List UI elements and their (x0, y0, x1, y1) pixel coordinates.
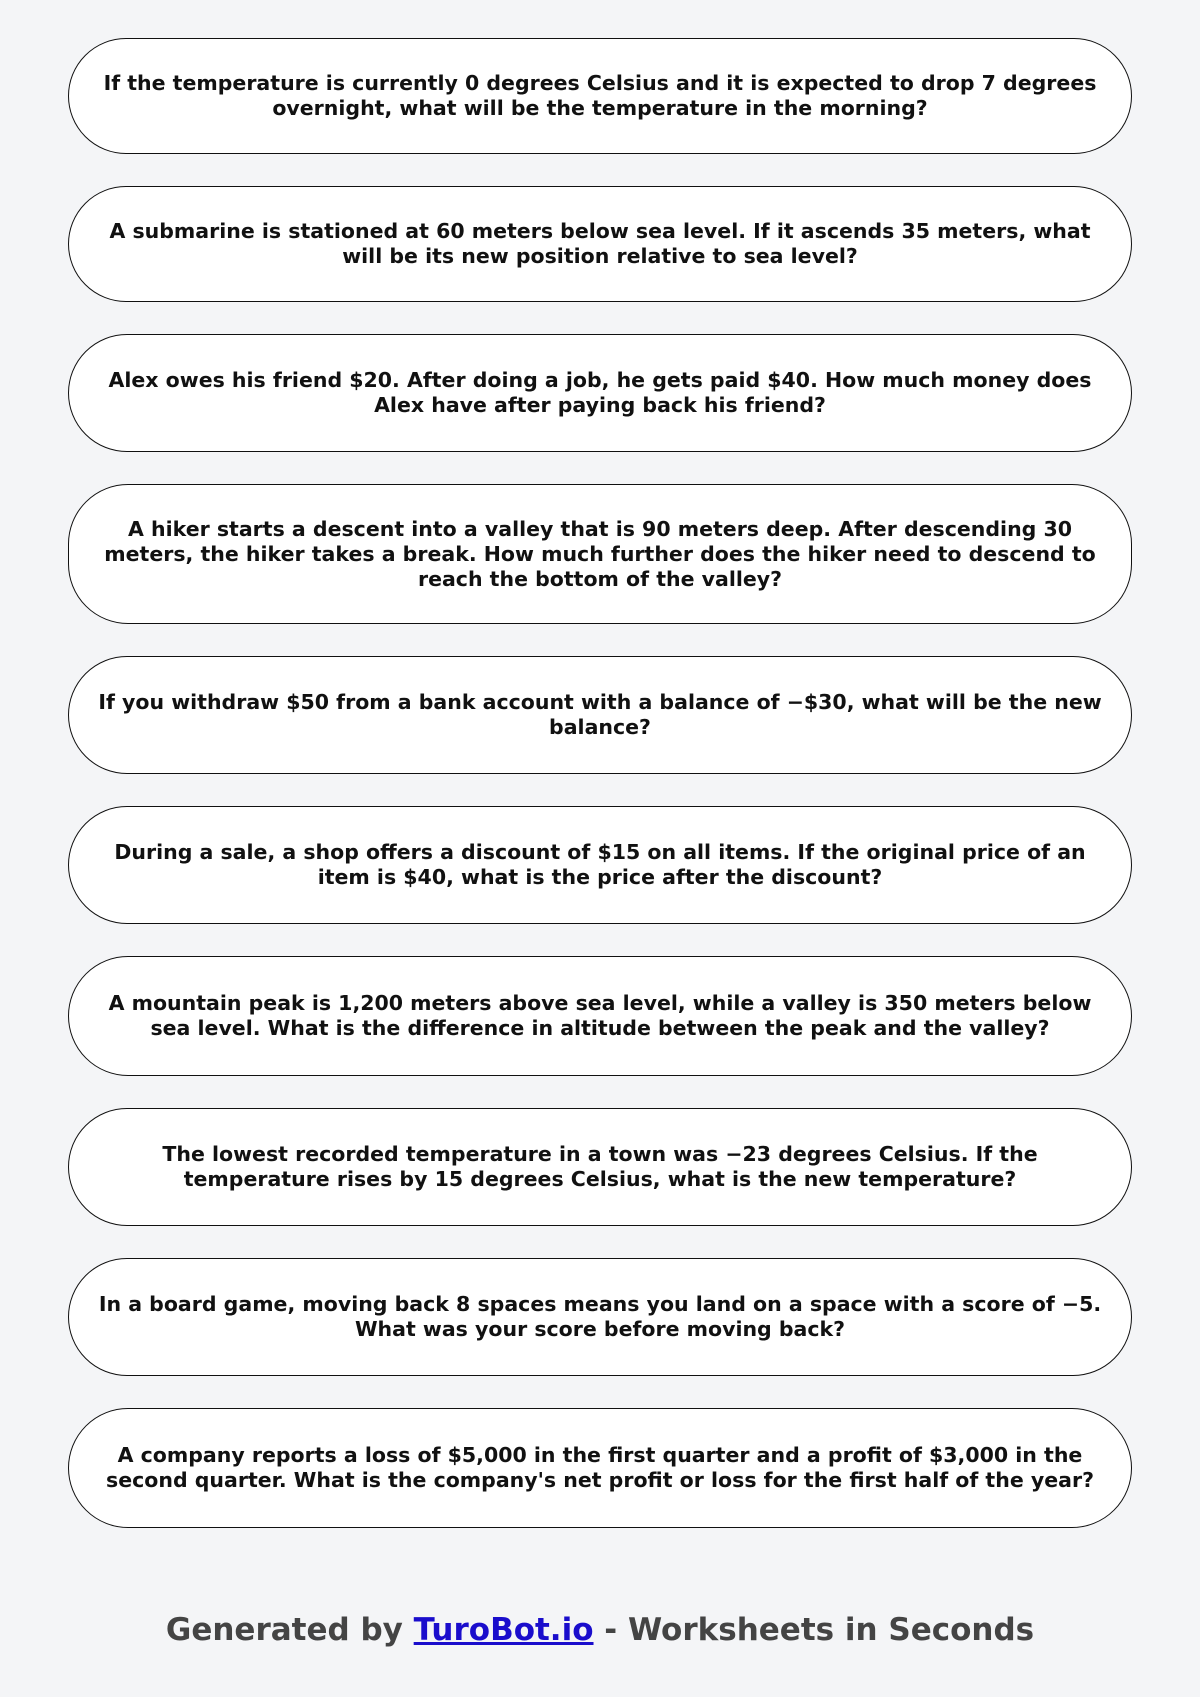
question-text: If the temperature is currently 0 degrees Celsius and it is expected to drop 7 degrees overnight, what will be the temperature in the morning? (103, 71, 1097, 120)
question-card (68, 1258, 1132, 1376)
question-card (68, 656, 1132, 774)
footer-prefix: Generated by (165, 1612, 414, 1648)
question-card (68, 956, 1132, 1076)
question-text: A submarine is stationed at 60 meters below sea level. If it ascends 35 meters, what will be its new position relative to sea level? (109, 219, 1091, 268)
question-text: The lowest recorded temperature in a town was −23 degrees Celsius. If the temperature rises by 15 degrees Celsius, what is the new temperature? (162, 1142, 1038, 1191)
question-text: During a sale, a shop offers a discount of $15 on all items. If the original price of an item is $40, what is the price after the discount? (114, 840, 1086, 889)
question-text: A hiker starts a descent into a valley that is 90 meters deep. After descending 30 meters, the hiker takes a break. How much further does the hiker need to descend to reach the bottom of the valley? (104, 516, 1096, 591)
question-card (68, 1108, 1132, 1226)
question-card (68, 38, 1132, 154)
question-text: In a board game, moving back 8 spaces means you land on a space with a score of −5. What was your score before moving back? (98, 1292, 1102, 1341)
footer (0, 1612, 1200, 1648)
question-text: A mountain peak is 1,200 meters above sea level, while a valley is 350 meters below sea level. What is the difference in altitude between the peak and the valley? (108, 991, 1092, 1040)
question-card (68, 334, 1132, 452)
question-card (68, 484, 1132, 624)
question-card (68, 186, 1132, 302)
question-card (68, 1408, 1132, 1528)
question-text: A company reports a loss of $5,000 in the first quarter and a profit of $3,000 in the second quarter. What is the company's net profit or loss for the first half of the year? (106, 1443, 1094, 1492)
question-text: Alex owes his friend $20. After doing a job, he gets paid $40. How much money does Alex have after paying back his friend? (108, 368, 1092, 417)
question-list (68, 38, 1132, 1560)
question-card (68, 806, 1132, 924)
turobot-link[interactable]: TuroBot.io (413, 1612, 594, 1648)
footer-suffix: - Worksheets in Seconds (593, 1612, 1035, 1648)
question-text: If you withdraw $50 from a bank account with a balance of −$30, what will be the new balance? (98, 690, 1102, 739)
